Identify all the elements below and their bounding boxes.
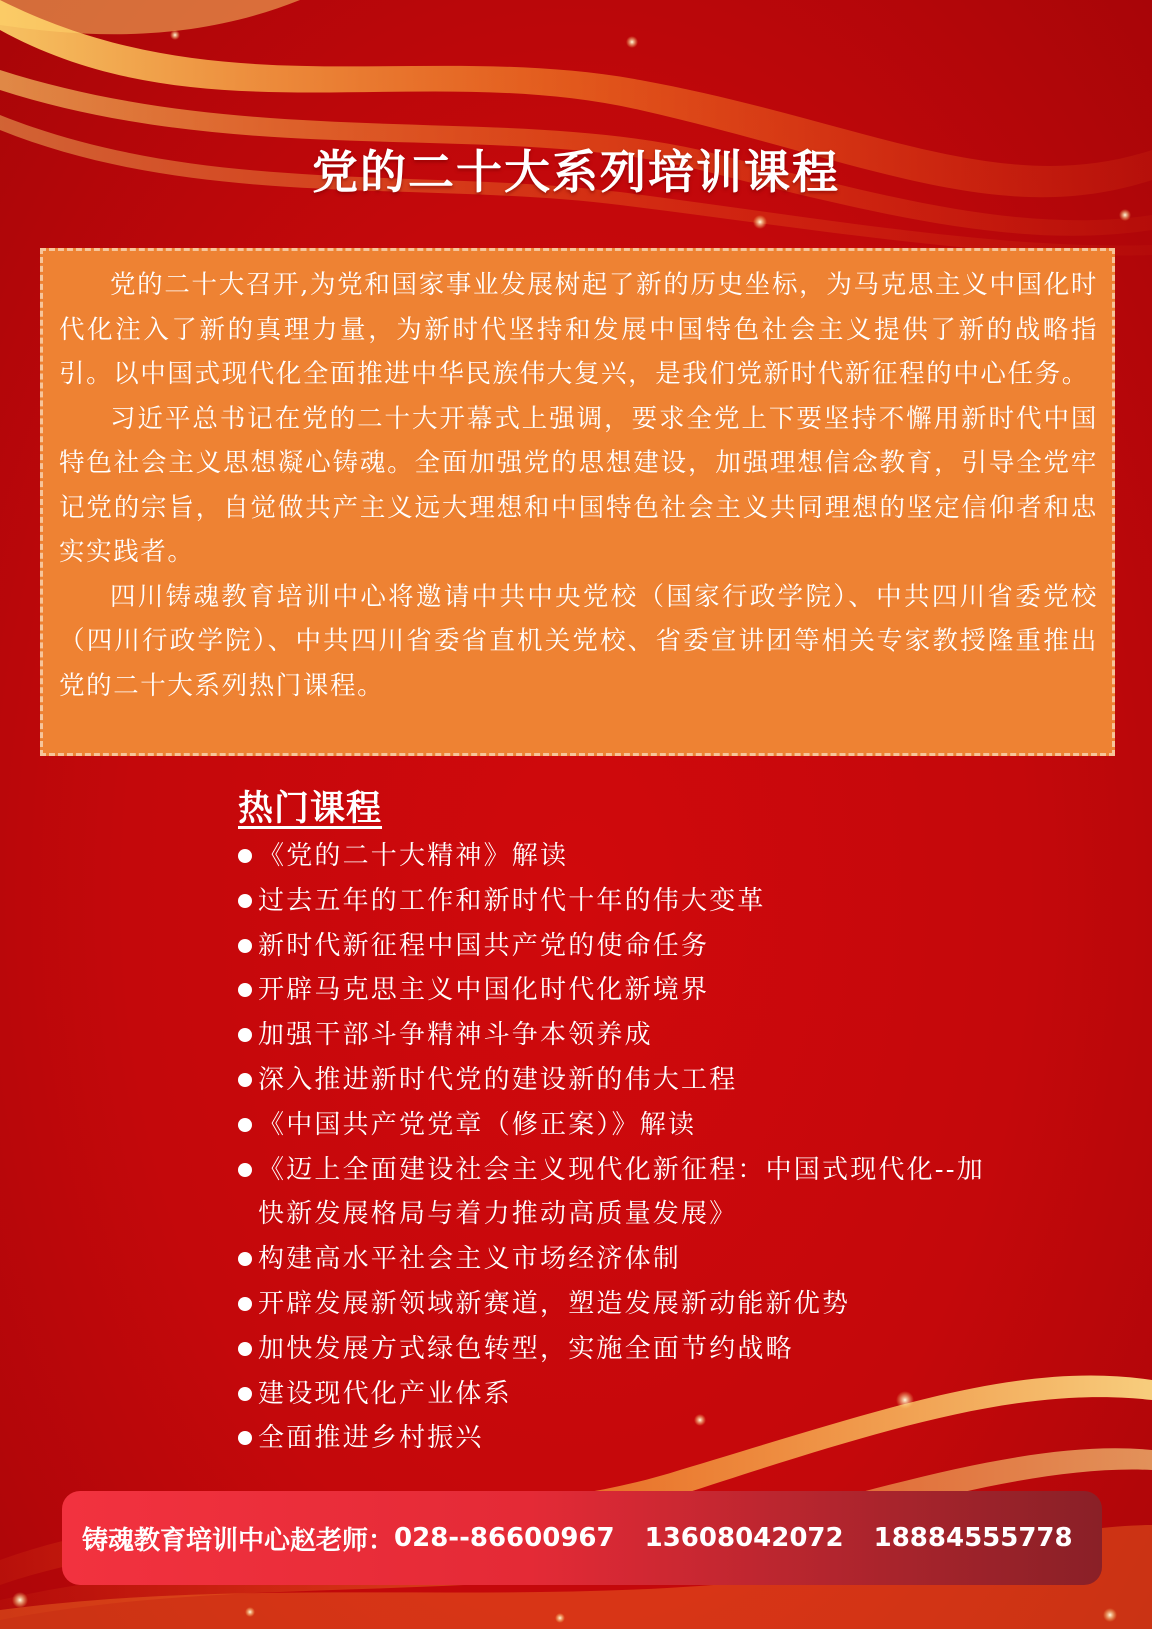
course-item: 开辟马克思主义中国化时代化新境界 bbox=[238, 968, 998, 1013]
course-item: 《中国共产党党章（修正案）》解读 bbox=[238, 1103, 998, 1148]
bullet-icon bbox=[238, 1297, 252, 1311]
course-item: 过去五年的工作和新时代十年的伟大变革 bbox=[238, 879, 998, 924]
course-list bbox=[238, 834, 998, 1461]
bullet-icon bbox=[238, 1387, 252, 1401]
course-item: 开辟发展新领域新赛道，塑造发展新动能新优势 bbox=[238, 1282, 998, 1327]
course-item: 加快发展方式绿色转型，实施全面节约战略 bbox=[238, 1327, 998, 1372]
contact-phone: 028--86600967 bbox=[394, 1523, 615, 1553]
bullet-icon bbox=[238, 894, 252, 908]
intro-box bbox=[40, 248, 1115, 756]
course-item: 加强干部斗争精神斗争本领养成 bbox=[238, 1013, 998, 1058]
bullet-icon bbox=[238, 939, 252, 953]
courses-section bbox=[238, 786, 998, 1461]
course-item: 深入推进新时代党的建设新的伟大工程 bbox=[238, 1058, 998, 1103]
contact-bar bbox=[62, 1491, 1102, 1585]
courses-heading: 热门课程 bbox=[238, 788, 383, 829]
bullet-icon bbox=[238, 849, 252, 863]
contact-label: 铸魂教育培训中心赵老师： bbox=[82, 1525, 395, 1556]
course-item: 新时代新征程中国共产党的使命任务 bbox=[238, 924, 998, 969]
intro-paragraph: 四川铸魂教育培训中心将邀请中共中央党校（国家行政学院）、中共四川省委党校（四川行政学院）、中共四川省委省直机关党校、省委宣讲团等相关专家教授隆重推出党的二十大系列热门课程。 bbox=[59, 581, 1098, 701]
bullet-icon bbox=[238, 1252, 252, 1266]
bullet-icon bbox=[238, 1118, 252, 1132]
course-item: 构建高水平社会主义市场经济体制 bbox=[238, 1237, 998, 1282]
bullet-icon bbox=[238, 1028, 252, 1042]
course-item: 《党的二十大精神》解读 bbox=[238, 834, 998, 879]
bullet-icon bbox=[238, 1342, 252, 1356]
contact-phone: 13608042072 bbox=[644, 1523, 844, 1553]
course-item: 《迈上全面建设社会主义现代化新征程：中国式现代化--加快新发展格局与着力推动高质量发展》 bbox=[238, 1148, 998, 1238]
bullet-icon bbox=[238, 1431, 252, 1445]
intro-paragraph: 习近平总书记在党的二十大开幕式上强调，要求全党上下要坚持不懈用新时代中国特色社会主义思想凝心铸魂。全面加强党的思想建设，加强理想信念教育，引导全党牢记党的宗旨，自觉做共产主义远大理想和中国特色社会主义共同理想的坚定信仰者和忠实实践者。 bbox=[59, 403, 1098, 567]
contact-phone: 18884555778 bbox=[873, 1523, 1073, 1553]
course-item: 全面推进乡村振兴 bbox=[238, 1416, 998, 1461]
course-item: 建设现代化产业体系 bbox=[238, 1372, 998, 1417]
intro-paragraph: 党的二十大召开,为党和国家事业发展树起了新的历史坐标，为马克思主义中国化时代化注入了新的真理力量，为新时代坚持和发展中国特色社会主义提供了新的战略指引。以中国式现代化全面推进中华民族伟大复兴，是我们党新时代新征程的中心任务。 bbox=[59, 270, 1098, 389]
bullet-icon bbox=[238, 983, 252, 997]
page-title: 党的二十大系列培训课程 bbox=[312, 145, 840, 199]
bullet-icon bbox=[238, 1163, 252, 1177]
bullet-icon bbox=[238, 1073, 252, 1087]
